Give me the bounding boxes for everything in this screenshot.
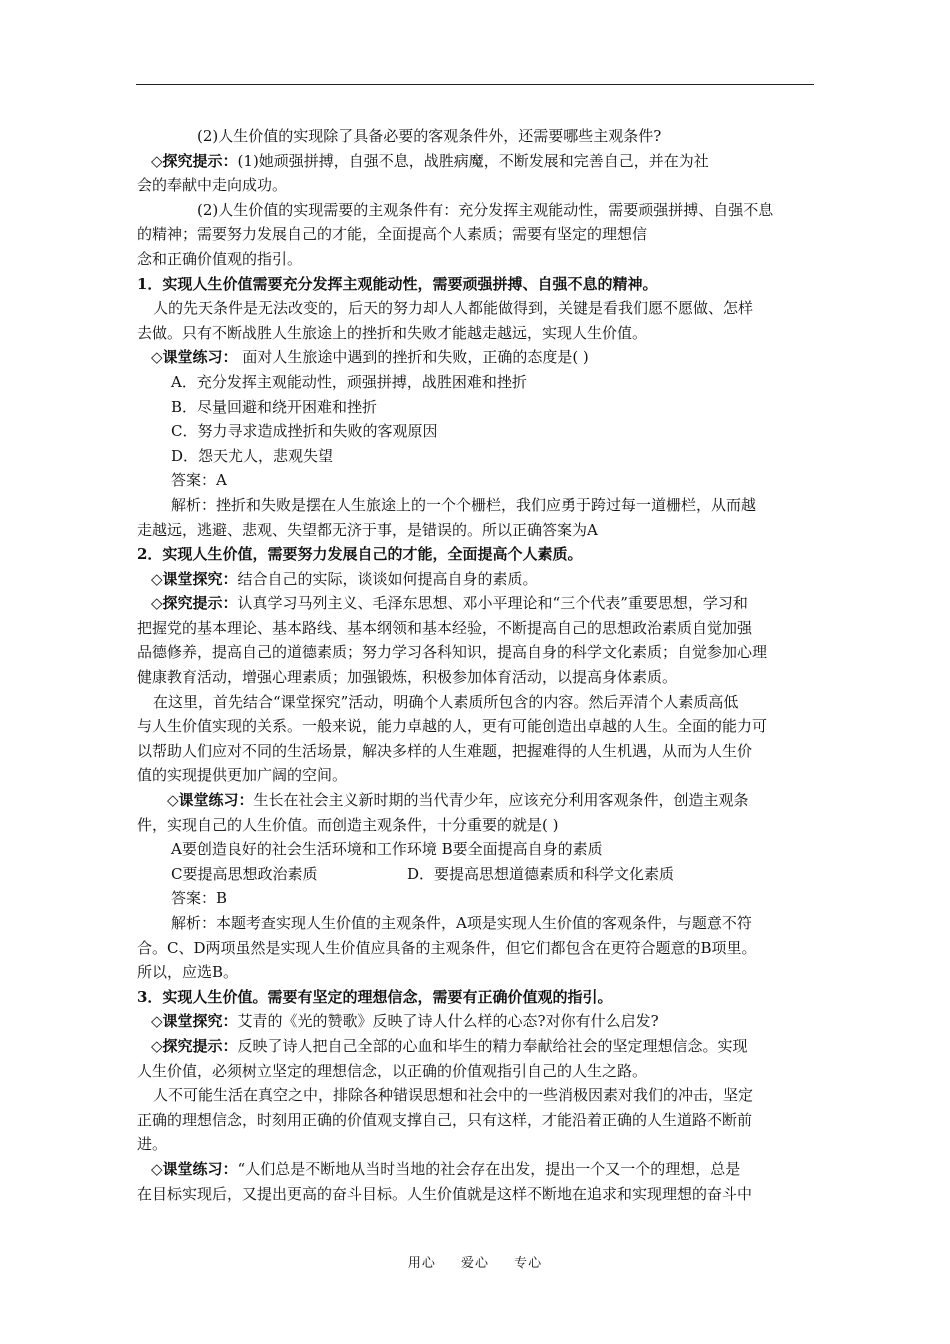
line-text: 人不可能生活在真空之中，排除各种错误思想和社会中的一些消极因素对我们的冲击，坚定 [153, 1086, 754, 1105]
text-line [137, 616, 814, 641]
line-text: 2．实现人生价值，需要努力发展自己的才能，全面提高个人素质。 [137, 545, 583, 564]
line-text: 生长在社会主义新时期的当代青少年，应该充分利用客观条件，创造主观条 [253, 791, 749, 810]
text-line [137, 149, 814, 174]
text-line [137, 813, 814, 838]
label-text: ◇课堂练习： [151, 348, 238, 367]
text-line [137, 444, 814, 469]
label-text: ◇探究提示： [151, 594, 238, 613]
text-line [137, 296, 814, 321]
line-text: 品德修养，提高自己的道德素质；努力学习各科知识，提高自身的科学文化素质；自觉参加心理 [137, 643, 768, 662]
line-text: 与人生价值实现的关系。一般来说，能力卓越的人，更有可能创造出卓越的人生。全面的能力可 [137, 717, 768, 736]
line-text: (2)人生价值的实现需要的主观条件有：充分发挥主观能动性，需要顽强拼搏、自强不息 [197, 200, 774, 219]
line-text: 艾青的《光的赞歌》反映了诗人什么样的心态?对你有什么启发? [237, 1012, 659, 1031]
line-text: D．怨天尤人，悲观失望 [171, 446, 334, 465]
line-text: 认真学习马列主义、毛泽东思想、邓小平理论和“三个代表”重要思想，学习和 [237, 594, 748, 613]
line-text: (2)人生价值的实现除了具备必要的客观条件外，还需要哪些主观条件? [197, 127, 662, 145]
line-text: 把握党的基本理论、基本路线、基本纲领和基本经验，不断提高自己的思想政治素质自觉加强 [137, 618, 753, 637]
text-line [137, 419, 814, 444]
text-line [137, 247, 814, 272]
text-line [137, 1083, 814, 1108]
label-text: ◇课堂练习： [167, 791, 254, 810]
footer-word: 爱心 [460, 1256, 489, 1271]
footer-word: 专心 [514, 1256, 543, 1271]
line-text: A要创造良好的社会生活环境和工作环境 B要全面提高自身的素质 [171, 840, 603, 859]
line-text: 以帮助人们应对不同的生活场景，解决多样的人生难题，把握难得的人生机遇，从而为人生价 [137, 741, 753, 760]
footer-word: 用心 [407, 1256, 436, 1271]
line-text: 进。 [137, 1135, 168, 1154]
text-line [137, 886, 814, 911]
line-text: 结合自己的实际，谈谈如何提高自身的素质。 [237, 569, 538, 588]
line-text: 在这里，首先结合“课堂探究”活动，明确个人素质所包含的内容。然后弄清个人素质高低 [153, 692, 739, 711]
line-text: 解析：本题考查实现人生价值的主观条件，A项是实现人生价值的客观条件，与题意不符 [171, 914, 752, 932]
text-line [137, 690, 814, 715]
page-footer [0, 1252, 950, 1271]
text-line [137, 1108, 814, 1133]
text-line [137, 1132, 814, 1157]
text-line [137, 518, 814, 543]
text-line [137, 862, 814, 887]
text-line [137, 985, 814, 1010]
line-text: 正确的理想信念，时刻用正确的价值观支撑自己，只有这样，才能沿着正确的人生道路不断前 [137, 1110, 753, 1129]
text-line [137, 542, 814, 567]
line-text: 会的奉献中走向成功。 [137, 176, 288, 195]
line-text: 人的先天条件是无法改变的，后天的努力却人人都能做得到，关键是看我们愿不愿做、怎样 [153, 299, 754, 318]
text-line [137, 567, 814, 592]
label-text: ◇课堂探究： [151, 569, 238, 588]
line-text: 的精神；需要努力发展自己的才能，全面提高个人素质；需要有坚定的理想信 [137, 225, 648, 244]
text-line [137, 936, 814, 961]
text-line [137, 468, 814, 493]
line-text: 所以，应选B。 [137, 963, 239, 982]
line-text: C．努力寻求造成挫折和失败的客观原因 [171, 422, 438, 441]
line-text: 值的实现提供更加广阔的空间。 [137, 766, 348, 785]
line-text: 念和正确价值观的指引。 [137, 249, 303, 268]
option-text: D．要提高思想道德素质和科学文化素质 [407, 864, 675, 883]
text-line [137, 1034, 814, 1059]
text-line [137, 640, 814, 665]
line-text: 面对人生旅途中遇到的挫折和失败，正确的态度是( ) [237, 348, 589, 367]
text-line [137, 837, 814, 862]
line-text: 答案：A [171, 471, 227, 490]
line-text: “人们总是不断地从当时当地的社会存在出发，提出一个又一个的理想，总是 [237, 1159, 741, 1178]
text-line [137, 345, 814, 370]
text-line [137, 222, 814, 247]
line-text: 件，实现自己的人生价值。而创造主观条件，十分重要的就是( ) [137, 815, 559, 834]
line-text: B．尽量回避和绕开困难和挫折 [171, 397, 378, 416]
text-line [137, 1009, 814, 1034]
line-text: 解析：挫折和失败是摆在人生旅途上的一个个栅栏，我们应勇于跨过每一道栅栏，从而越 [171, 495, 757, 514]
line-text: 1．实现人生价值需要充分发挥主观能动性，需要顽强拼搏、自强不息的精神。 [137, 274, 658, 293]
line-text: 去做。只有不断战胜人生旅途上的挫折和失败才能越走越远，实现人生价值。 [137, 323, 648, 342]
line-text: 答案：B [171, 889, 228, 908]
text-line [137, 960, 814, 985]
text-line [137, 395, 814, 420]
text-line [137, 739, 814, 764]
label-text: ◇探究提示： [151, 151, 238, 170]
text-line [137, 1059, 814, 1084]
text-line [137, 272, 814, 297]
text-line [137, 788, 814, 813]
text-line [137, 714, 814, 739]
text-line [137, 124, 814, 149]
line-text: 3．实现人生价值。需要有坚定的理想信念，需要有正确价值观的指引。 [137, 987, 613, 1006]
line-text: 走越远，逃避、悲观、失望都无济于事，是错误的。所以正确答案为A [137, 520, 598, 539]
text-line [137, 370, 814, 395]
text-line [137, 321, 814, 346]
header-rule [136, 84, 814, 85]
line-text: 反映了诗人把自己全部的心血和毕生的精力奉献给社会的坚定理想信念。实现 [237, 1036, 748, 1055]
body-text [137, 124, 814, 1206]
line-text: 人生价值，必须树立坚定的理想信念，以正确的价值观指引自己的人生之路。 [137, 1061, 648, 1080]
text-line [137, 911, 814, 936]
option-text: C要提高思想政治素质 [171, 864, 318, 883]
text-line [137, 591, 814, 616]
text-line [137, 763, 814, 788]
line-text: A．充分发挥主观能动性，顽强拼搏，战胜困难和挫折 [171, 372, 527, 391]
label-text: ◇课堂练习： [151, 1159, 238, 1178]
line-text: 合。C、D两项虽然是实现人生价值应具备的主观条件，但它们都包含在更符合题意的B项里。 [137, 938, 757, 957]
line-text: (1)她顽强拼搏，自强不息，战胜病魔，不断发展和完善自己，并在为社 [237, 151, 709, 170]
label-text: ◇课堂探究： [151, 1012, 238, 1031]
text-line [137, 173, 814, 198]
text-line [137, 1157, 814, 1182]
text-line [137, 493, 814, 518]
line-text: 健康教育活动，增强心理素质；加强锻炼，积极参加体育活动，以提高身体素质。 [137, 668, 678, 687]
label-text: ◇探究提示： [151, 1036, 238, 1055]
line-text: 在目标实现后，又提出更高的奋斗目标。人生价值就是这样不断地在追求和实现理想的奋斗中 [137, 1184, 753, 1203]
text-line [137, 665, 814, 690]
text-line [137, 198, 814, 223]
text-line [137, 1182, 814, 1207]
